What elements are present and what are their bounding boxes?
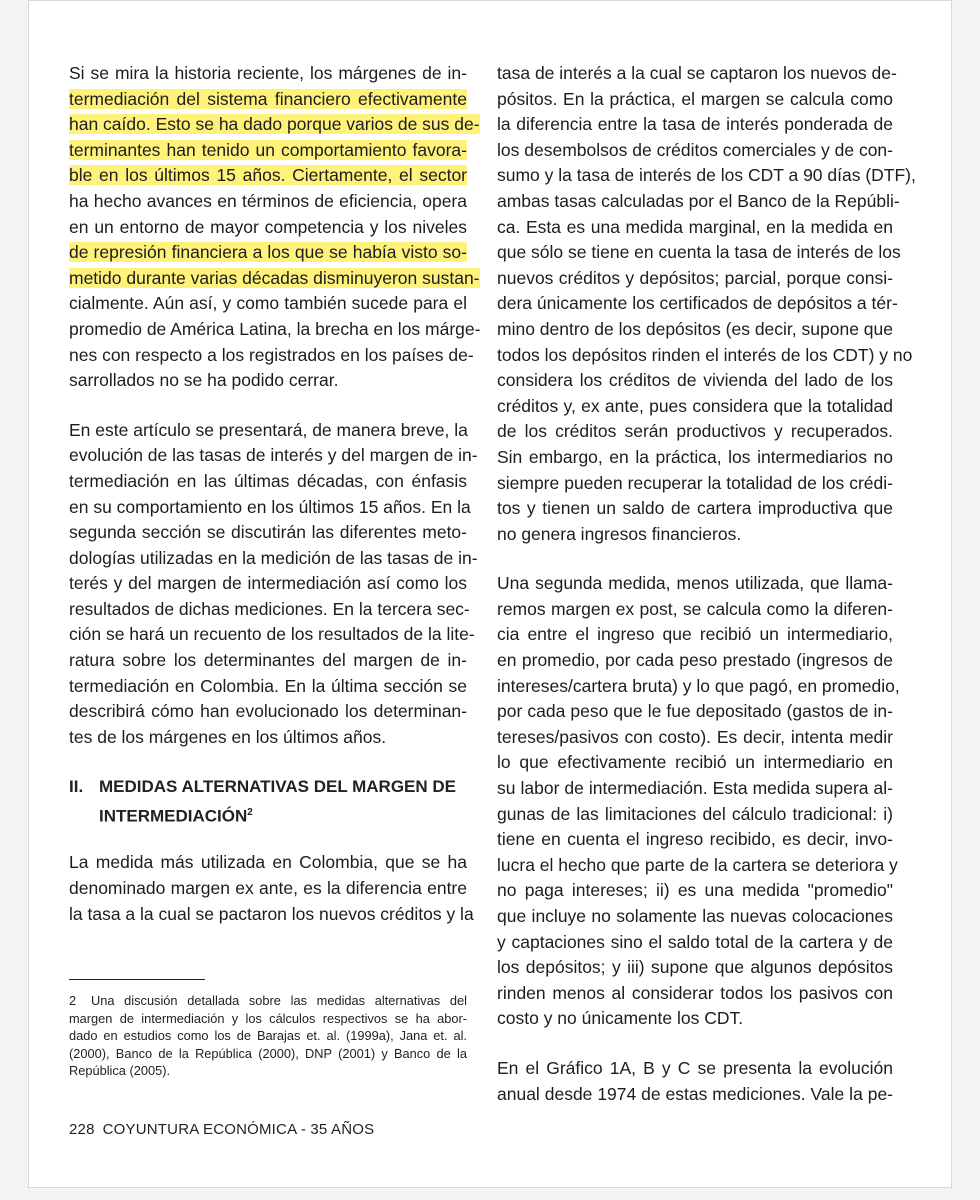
paragraph-overview: [69, 418, 478, 751]
text-line: terés y del margen de intermediación así como los: [69, 573, 467, 594]
text-line: Si se mira la historia reciente, los márgenes de in-: [69, 63, 467, 83]
page-footer: [69, 1121, 382, 1138]
text-line: evolución de las tasas de interés y del margen de in-: [69, 445, 478, 466]
paragraph-intro: [69, 61, 481, 394]
paragraph-margin-ex-post: [497, 571, 900, 1032]
text-line: denominado margen ex ante, es la diferencia entre: [69, 878, 467, 899]
text-line: nes con respecto a los registrados en los países de-: [69, 344, 474, 365]
text-line: siempre pueden recuperar la totalidad de los crédi-: [497, 472, 893, 493]
text-line: la tasa a la cual se pactaron los nuevos créditos y la: [69, 903, 474, 924]
text-line: considera los créditos de vivienda del lado de los: [497, 370, 893, 391]
footnote-text: República (2005).: [69, 1063, 171, 1079]
text-line: resultados de dichas mediciones. En la tercera sec-: [69, 598, 470, 619]
text-line: tasa de interés a la cual se captaron los nuevos de-: [497, 63, 897, 83]
text-line: su labor de intermediación. Esta medida supera al-: [497, 778, 893, 799]
text-line: de los créditos serán productivos y recuperados.: [497, 421, 893, 442]
text-line: termediación del sistema financiero efectivamente: [69, 88, 467, 109]
text-line: y captaciones sino el saldo total de la cartera y de: [497, 931, 893, 952]
section-heading: [69, 774, 467, 826]
text-line: termediación en las últimas décadas, con énfasis: [69, 470, 467, 491]
text-line: no genera ingresos financieros.: [497, 523, 742, 544]
text-line: ble en los últimos 15 años. Ciertamente, el sector: [69, 165, 467, 186]
text-line: sumo y la tasa de interés de los CDT a 90 días (DTF),: [497, 165, 916, 186]
heading-line: MEDIDAS ALTERNATIVAS DEL MARGEN DE: [99, 777, 457, 797]
page-number: 228: [69, 1121, 95, 1138]
footnote-block: [69, 979, 467, 1080]
publication-title: COYUNTURA ECONÓMICA - 35 AÑOS: [102, 1121, 375, 1138]
text-line: ambas tasas calculadas por el Banco de la Repúbli-: [497, 190, 900, 211]
footnote-marker: 2: [69, 993, 77, 1008]
text-line: la diferencia entre la tasa de interés ponderada de: [497, 114, 893, 135]
text-line: Una segunda medida, menos utilizada, que llama-: [497, 573, 893, 594]
text-line: los depósitos; y iii) supone que algunos depósitos: [497, 957, 893, 978]
text-line: costo y no únicamente los CDT.: [497, 1008, 744, 1029]
footnote-text: dado en estudios como los de Barajas et. al. (1999a), Jana et. al.: [69, 1028, 467, 1044]
text-line: lucra el hecho que parte de la cartera se deteriora y: [497, 854, 898, 875]
text-line: En el Gráfico 1A, B y C se presenta la evolución: [497, 1057, 893, 1078]
section-number: II.: [69, 777, 84, 797]
text-line: ción se hará un recuento de los resultados de la lite-: [69, 624, 475, 645]
text-line: ca. Esta es una medida marginal, en la medida en: [497, 216, 893, 237]
text-line: ha hecho avances en términos de eficiencia, opera: [69, 190, 467, 211]
paragraph-measurement: [497, 61, 916, 547]
text-line: termediación en Colombia. En la última sección se: [69, 675, 467, 696]
text-line: dologías utilizadas en la medición de las tasas de in-: [69, 547, 478, 568]
text-line: ratura sobre los determinantes del margen de in-: [69, 650, 467, 671]
text-line: que incluye no solamente las nuevas colocaciones: [497, 906, 893, 926]
footnote-text: (2000), Banco de la República (2000), DNP (2001) y Banco de la: [69, 1045, 467, 1061]
footnote-rule: [69, 979, 205, 980]
text-line: anual desde 1974 de estas mediciones. Vale la pe-: [497, 1083, 893, 1104]
text-line: en su comportamiento en los últimos 15 años. En la: [69, 496, 471, 517]
left-column: [69, 61, 481, 927]
text-line: metido durante varias décadas disminuyeron sustan-: [69, 267, 480, 288]
heading-line: INTERMEDIACIÓN: [99, 807, 248, 827]
text-line: cia entre el ingreso que recibió un intermediario,: [497, 624, 893, 645]
text-line: en un entorno de mayor competencia y los niveles: [69, 216, 467, 237]
text-line: de represión financiera a los que se había visto so-: [69, 242, 467, 263]
text-line: por cada peso que le fue depositado (gastos de in-: [497, 701, 893, 722]
text-line: gunas de las limitaciones del cálculo tradicional: i): [497, 803, 893, 824]
text-line: La medida más utilizada en Colombia, que se ha: [69, 852, 467, 873]
text-line: remos margen ex post, se calcula como la diferen-: [497, 598, 893, 619]
text-line: En este artículo se presentará, de manera breve, la: [69, 419, 468, 440]
text-line: terminantes han tenido un comportamiento favora-: [69, 139, 467, 160]
text-line: que sólo se tiene en cuenta la tasa de interés de los: [497, 242, 901, 263]
text-line: dera únicamente los certificados de depósitos a tér-: [497, 293, 898, 314]
text-line: tiene en cuenta el ingreso recibido, es decir, invo-: [497, 829, 893, 850]
paragraph-grafico: [497, 1056, 893, 1107]
text-line: los desembolsos de créditos comerciales y de con-: [497, 139, 893, 160]
text-line: promedio de América Latina, la brecha en los márge-: [69, 318, 481, 339]
text-line: créditos y, ex ante, pues considera que la totalidad: [497, 395, 893, 416]
text-line: Sin embargo, en la práctica, los intermediarios no: [497, 446, 893, 467]
footnote-ref: 2: [247, 807, 253, 819]
text-line: tos y tienen un saldo de cartera improductiva que: [497, 498, 893, 519]
text-line: mino dentro de los depósitos (es decir, supone que: [497, 318, 893, 339]
text-line: todos los depósitos rinden el interés de los CDT) y no: [497, 344, 913, 365]
paragraph-margin-ex-ante: [69, 850, 474, 927]
text-line: sarrollados no se ha podido cerrar.: [69, 370, 339, 391]
text-line: pósitos. En la práctica, el margen se calcula como: [497, 88, 893, 109]
text-line: segunda sección se discutirán las diferentes meto-: [69, 522, 467, 543]
text-line: cialmente. Aún así, y como también sucede para el: [69, 293, 467, 314]
text-line: lo que efectivamente recibió un intermediario en: [497, 752, 893, 773]
footnote: [69, 992, 467, 1080]
text-line: nuevos créditos y depósitos; parcial, porque consi-: [497, 267, 893, 288]
right-column: [497, 61, 916, 1107]
text-line: no paga intereses; ii) es una medida "promedio": [497, 880, 893, 901]
text-line: rinden menos al considerar todos los pasivos con: [497, 982, 893, 1003]
text-line: tes de los márgenes en los últimos años.: [69, 726, 387, 747]
text-line: han caído. Esto se ha dado porque varios de sus de-: [69, 114, 480, 135]
text-line: en promedio, por cada peso prestado (ingresos de: [497, 650, 893, 671]
document-page: [28, 0, 952, 1188]
footnote-text: Una discusión detallada sobre las medidas alternativas del: [91, 993, 467, 1008]
text-line: tereses/pasivos con costo). Es decir, intenta medir: [497, 726, 893, 747]
text-line: describirá cómo han evolucionado los determinan-: [69, 701, 467, 722]
footnote-text: margen de intermediación y los cálculos respectivos se ha abor-: [69, 1010, 467, 1026]
text-line: intereses/cartera bruta) y lo que pagó, en promedio,: [497, 675, 900, 696]
